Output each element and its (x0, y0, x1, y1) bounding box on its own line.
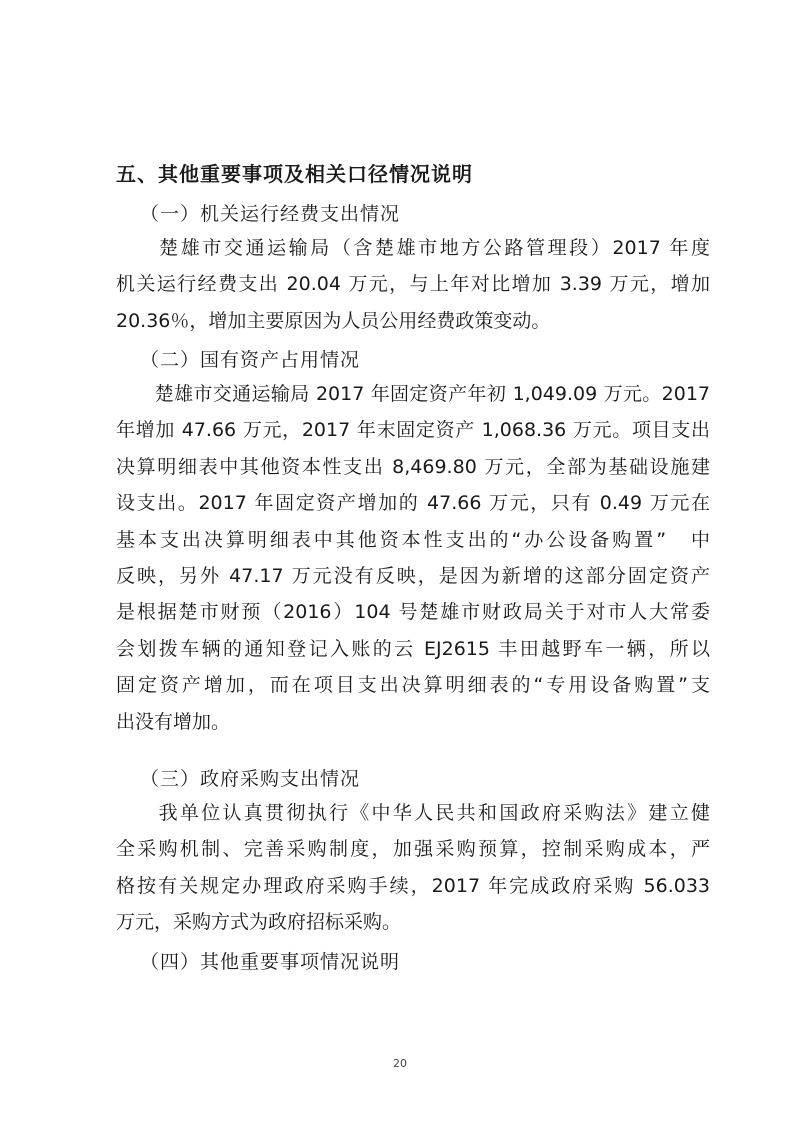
paragraph-line: 固定资产增加，而在项目支出决算明细表的“专用设备购置”支 (116, 674, 710, 697)
paragraph-line: 是根据楚市财预（2016）104 号楚雄市财政局关于对市人大常委 (116, 601, 710, 624)
paragraph-line: 年增加 47.66 万元，2017 年末固定资产 1,068.36 万元。项目支出 (116, 419, 710, 442)
paragraph-line: 格按有关规定办理政府采购手续，2017 年完成政府采购 56.033 (116, 874, 710, 897)
paragraph-line: 我单位认真贯彻执行《中华人民共和国政府采购法》建立健 (116, 802, 710, 824)
paragraph-line: 楚雄市交通运输局（含楚雄市地方公路管理段）2017 年度 (116, 237, 710, 259)
page-number: 20 (393, 1057, 407, 1070)
paragraph-line: 基本支出决算明细表中其他资本性支出的“办公设备购置” 中 (116, 528, 710, 551)
paragraph-line: 楚雄市交通运输局 2017 年固定资产年初 1,049.09 万元。2017 (116, 383, 710, 405)
subsection-title-2: （二）国有资产占用情况 (140, 349, 361, 371)
paragraph-2 (116, 376, 710, 740)
paragraph-line: 会划拨车辆的通知登记入账的云 EJ2615 丰田越野车一辆，所以 (116, 637, 710, 660)
subsection-title-4: （四）其他重要事项情况说明 (140, 951, 401, 973)
paragraph-3 (116, 795, 710, 941)
paragraph-line: 全采购机制、完善采购制度，加强采购预算，控制采购成本，严 (116, 838, 710, 861)
paragraph-line: 设支出。2017 年固定资产增加的 47.66 万元，只有 0.49 万元在 (116, 492, 710, 515)
paragraph-line: 机关运行经费支出 20.04 万元，与上年对比增加 3.39 万元，增加 (116, 273, 710, 296)
paragraph-1 (116, 230, 710, 339)
subsection-title-1: （一）机关运行经费支出情况 (140, 203, 401, 225)
paragraph-line: 万元，采购方式为政府招标采购。 (116, 911, 402, 934)
paragraph-line: 出没有增加。 (116, 710, 231, 733)
paragraph-line: 决算明细表中其他资本性支出 8,469.80 万元，全部为基础设施建 (116, 455, 710, 478)
paragraph-line: 20.36％，增加主要原因为人员公用经费政策变动。 (116, 309, 551, 332)
subsection-title-3: （三）政府采购支出情况 (140, 768, 361, 790)
section-heading: 五、其他重要事项及相关口径情况说明 (116, 162, 473, 186)
paragraph-line: 反映，另外 47.17 万元没有反映，是因为新增的这部分固定资产 (116, 564, 710, 587)
